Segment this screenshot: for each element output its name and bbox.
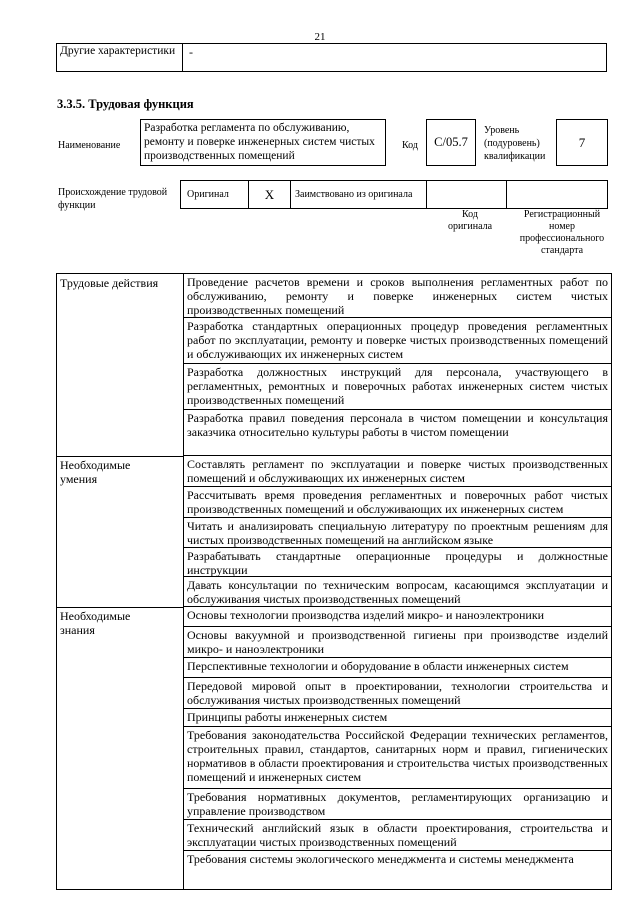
labor-function-table bbox=[56, 273, 612, 890]
knowledge-row: Требования системы экологического менеджмента и системы менеджмента bbox=[187, 852, 574, 866]
function-code: C/05.7 bbox=[426, 119, 476, 166]
knowledge-row: Принципы работы инженерных систем bbox=[184, 709, 611, 727]
origin-code-cell bbox=[427, 181, 507, 208]
labor-action-row: Разработка правил поведения персонала в чистом помещении и консультация заказчика относительно культуры работы в чистом помещении bbox=[184, 410, 611, 456]
knowledge-row: Основы технологии производства изделий микро- и наноэлектроники bbox=[184, 607, 611, 627]
knowledge-row: Требования законодательства Российской Федерации технических регламентов, строительных правил, стандартов, санитарных норм и правил, гигиенических нормативов в области проектирования и строительства чистых производственных помещений и инженерных систем bbox=[184, 727, 611, 789]
origin-label: Происхождение трудовой функции bbox=[58, 187, 168, 211]
actions-label: Трудовые действия bbox=[60, 276, 159, 290]
section-heading: 3.3.5. Трудовая функция bbox=[57, 97, 194, 111]
labor-action-row: Проведение расчетов времени и сроков выполнения регламентных работ по обслуживанию, ремонту и поверке инженерных систем чистых производственных помещений bbox=[184, 274, 611, 318]
knowledge-row: Перспективные технологии и оборудование в области инженерных систем bbox=[184, 658, 611, 678]
other-characteristics-label: Другие характеристики bbox=[57, 44, 183, 71]
qualification-level: 7 bbox=[556, 119, 608, 166]
knowledge-row: Требования нормативных документов, регламентирующих организацию и управление производством bbox=[184, 789, 611, 820]
section-divider bbox=[57, 456, 184, 457]
function-name: Разработка регламента по обслуживанию, ремонту и поверке инженерных систем чистых производственных помещений bbox=[140, 119, 386, 166]
skill-row: Рассчитывать время проведения регламентных и поверочных работ чистых производственных помещений и обслуживающих их инженерных систем bbox=[184, 487, 611, 518]
skill-row: Разрабатывать стандартные операционные процедуры и должностные инструкции bbox=[184, 548, 611, 577]
skill-row: Составлять регламент по эксплуатации и поверке чистых производственных помещений и обслуживающих их инженерных систем bbox=[184, 456, 611, 487]
knowledge-row: Передовой мировой опыт в проектировании, технологии строительства и обслуживания чистых производственных помещений bbox=[184, 678, 611, 709]
origin-code-caption: Код оригинала bbox=[447, 209, 493, 232]
skills-label: Необходимые умения bbox=[60, 458, 131, 486]
knowledge-row: Основы вакуумной и производственной гигиены при производстве изделий микро- и наноэлектроники bbox=[184, 627, 611, 658]
knowledge-label: Необходимые знания bbox=[60, 609, 131, 637]
code-label: Код bbox=[402, 140, 418, 151]
regnum-cell bbox=[507, 181, 607, 208]
labor-action-row: Разработка должностных инструкций для персонала, участвующего в регламентных, ремонтных и поверочных работах инженерных систем чистых производственных помещений bbox=[184, 364, 611, 410]
skill-row: Читать и анализировать специальную литературу по проектным решениям для чистых производственных помещений на английском языке bbox=[184, 518, 611, 548]
name-label: Наименование bbox=[58, 140, 121, 151]
other-characteristics-value: - bbox=[189, 45, 193, 59]
labor-action-row: Разработка стандартных операционных процедур проведения регламентных работ по эксплуатации, ремонту и поверке чистых производственных помещений и обслуживающих их инженерных систем bbox=[184, 318, 611, 364]
skill-row: Давать консультации по техническим вопросам, касающимся эксплуатации и обслуживания чистых производственных помещений bbox=[184, 577, 611, 607]
level-label: Уровень (подуровень) квалификации bbox=[484, 125, 546, 162]
page-number: 21 bbox=[314, 31, 326, 43]
origin-table bbox=[180, 180, 608, 209]
original-label: Оригинал bbox=[181, 181, 249, 208]
section-divider bbox=[57, 607, 184, 608]
other-characteristics-table bbox=[56, 43, 607, 72]
regnum-caption: Регистрационный номер профессионального стандарта bbox=[519, 209, 605, 256]
borrowed-label: Заимствовано из оригинала bbox=[291, 181, 427, 208]
original-mark: X bbox=[249, 181, 291, 208]
knowledge-row: Технический английский язык в области проектирования, строительства и эксплуатации чистых производственных помещений bbox=[184, 820, 611, 851]
